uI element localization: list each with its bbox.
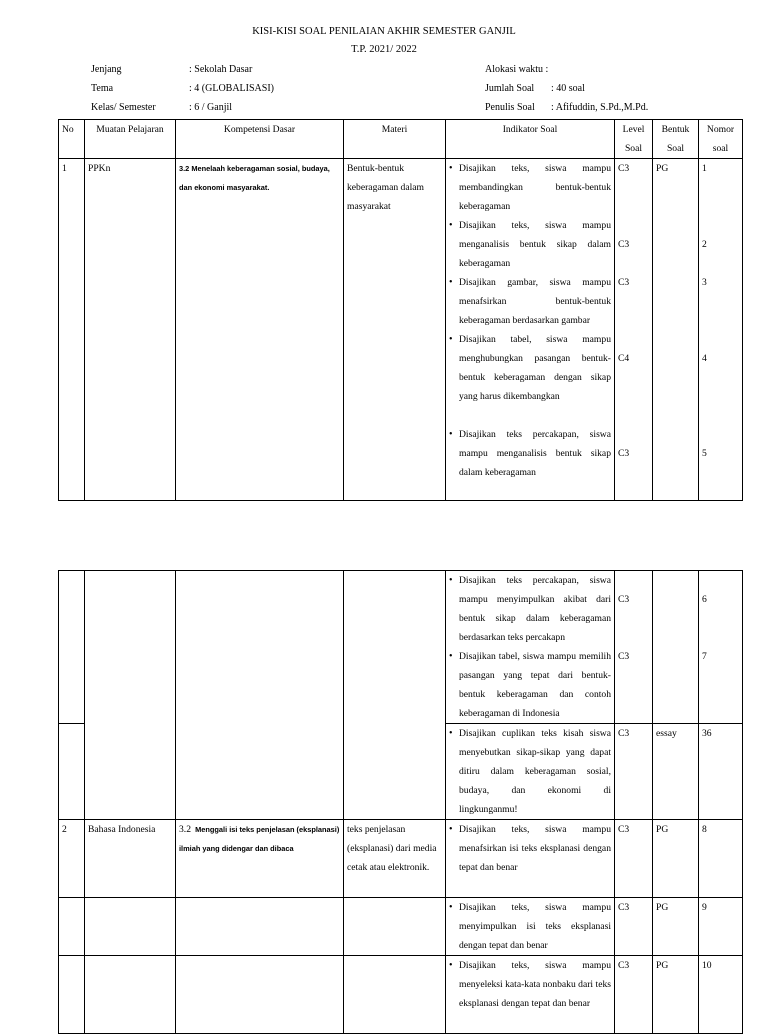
header-muatan: Muatan Pelajaran [85,120,176,159]
header-indikator: Indikator Soal [446,120,615,159]
indikator-item: • Disajikan gambar, siswa mampu menafsirkan bentuk-bentuk keberagaman berdasarkan gambar [459,273,611,330]
meta-tema-value: : 4 (GLOBALISASI) [189,83,274,94]
row-indikator [446,956,615,1034]
nomor-value: 4 [702,353,707,364]
indikator-item: • Disajikan teks percakapan, siswa mampu menganalisis bentuk sikap dalam keberagaman [459,425,611,482]
meta-jumlah-label: Jumlah Soal [485,83,535,94]
meta-kelas-label: Kelas/ Semester [91,102,156,113]
row-no: 1 [59,159,85,501]
header-nomor-line2: soal [712,143,729,154]
header-materi: Materi [344,120,446,159]
meta-penulis-label: Penulis Soal [485,102,535,113]
row-no: 2 [59,820,85,898]
row-bentuk: PG [653,956,699,1034]
header-no: No [59,120,85,159]
meta-tema-label: Tema [91,83,114,94]
row-level [615,159,653,501]
row-bentuk: PG [653,159,699,501]
row-level: C3 [615,820,653,898]
header-level [615,120,653,159]
level-value: C3 [618,448,630,459]
level-value: C3 [618,651,630,662]
meta-jumlah-value: : 40 soal [551,83,585,94]
kd-text: Menggali isi teks penjelasan (eksplanasi) ilmiah yang didengar dan dibaca [179,825,340,853]
row-nomor [699,571,743,724]
nomor-value: 6 [702,594,707,605]
row-indikator [446,898,615,956]
nomor-value: 7 [702,651,707,662]
table-row [59,956,743,1034]
row-indikator [446,724,615,820]
meta-jenjang-label: Jenjang [91,64,122,75]
row-indikator [446,159,615,501]
level-value: C3 [618,163,630,174]
row-nomor [699,159,743,501]
indikator-item: • Disajikan tabel, siswa mampu memilih pasangan yang tepat dari bentuk-bentuk keberagaman dan contoh keberagaman di Indonesia [459,647,611,723]
row-bentuk: essay [653,724,699,820]
header-bentuk [653,120,699,159]
row-bentuk: PG [653,820,699,898]
table-header-row [59,120,743,159]
header-level-line1: Level [622,124,645,135]
row-nomor: 8 [699,820,743,898]
row-nomor: 9 [699,898,743,956]
kisi-table-page-1 [58,119,743,501]
row-level: C3 [615,956,653,1034]
indikator-item: • Disajikan teks, siswa mampu menganalisis bentuk sikap dalam keberagaman [459,216,611,273]
nomor-value: 3 [702,277,707,288]
indikator-item: • Disajikan tabel, siswa mampu menghubungkan pasangan bentuk-bentuk keberagaman dengan sikap yang harus dikembangkan [459,330,611,425]
nomor-value: 2 [702,239,707,250]
header-bentuk-line2: Soal [666,143,685,154]
level-value: C3 [618,594,630,605]
indikator-item: • Disajikan teks, siswa mampu menyeleksi kata-kata nonbaku dari teks eksplanasi dengan tepat dan benar [459,956,611,1013]
document-title: KISI-KISI SOAL PENILAIAN AKHIR SEMESTER GANJIL [252,26,516,37]
meta-kelas-value: : 6 / Ganjil [189,102,233,113]
meta-jenjang-value: : Sekolah Dasar [189,64,253,75]
table-row [59,820,743,898]
indikator-item: • Disajikan teks, siswa mampu menyimpulkan isi teks eksplanasi dengan tepat dan benar [459,898,611,955]
table-row [59,159,743,501]
level-value: C3 [618,277,630,288]
row-nomor: 36 [699,724,743,820]
row-level: C3 [615,898,653,956]
row-nomor: 10 [699,956,743,1034]
header-nomor [699,120,743,159]
kd-number: 3.2 [179,824,191,835]
row-bentuk: PG [653,898,699,956]
kisi-table-page-2 [58,570,743,1034]
indikator-item: • Disajikan teks percakapan, siswa mampu menyimpulkan akibat dari bentuk sikap dalam keberagaman berdasarkan teks percakapn [459,571,611,647]
meta-alokasi-label: Alokasi waktu : [485,64,549,75]
meta-penulis-value: : Afifuddin, S.Pd.,M.Pd. [551,102,649,113]
row-materi: teks penjelasan (eksplanasi) dari media cetak atau elektronik. [344,820,446,898]
indikator-item: • Disajikan teks, siswa mampu menafsirkan isi teks eksplanasi dengan tepat dan benar [459,820,611,877]
level-value: C4 [618,353,630,364]
row-indikator [446,820,615,898]
row-muatan: Bahasa Indonesia [85,820,176,898]
header-bentuk-line1: Bentuk [661,124,690,135]
row-level [615,571,653,724]
row-indikator [446,571,615,724]
level-value: C3 [618,239,630,250]
table-row [59,898,743,956]
row-level: C3 [615,724,653,820]
indikator-item: • Disajikan cuplikan teks kisah siswa menyebutkan sikap-sikap yang dapat ditiru dalam keberagaman sosial, budaya, dan ekonomi di lingkunganmu! [459,724,611,819]
document-subtitle: T.P. 2021/ 2022 [351,44,417,55]
indikator-item: • Disajikan teks, siswa mampu membandingkan bentuk-bentuk keberagaman [459,159,611,216]
header-level-line2: Soal [624,143,643,154]
table-row [59,571,743,724]
row-materi: Bentuk-bentuk keberagaman dalam masyarakat [344,159,446,501]
row-kd: 3.2 Menelaah keberagaman sosial, budaya, dan ekonomi masyarakat. [176,159,344,501]
row-kd [176,820,344,898]
row-muatan: PPKn [85,159,176,501]
header-nomor-line1: Nomor [706,124,735,135]
header-kd: Kompetensi Dasar [176,120,344,159]
nomor-value: 5 [702,448,707,459]
nomor-value: 1 [702,163,707,174]
